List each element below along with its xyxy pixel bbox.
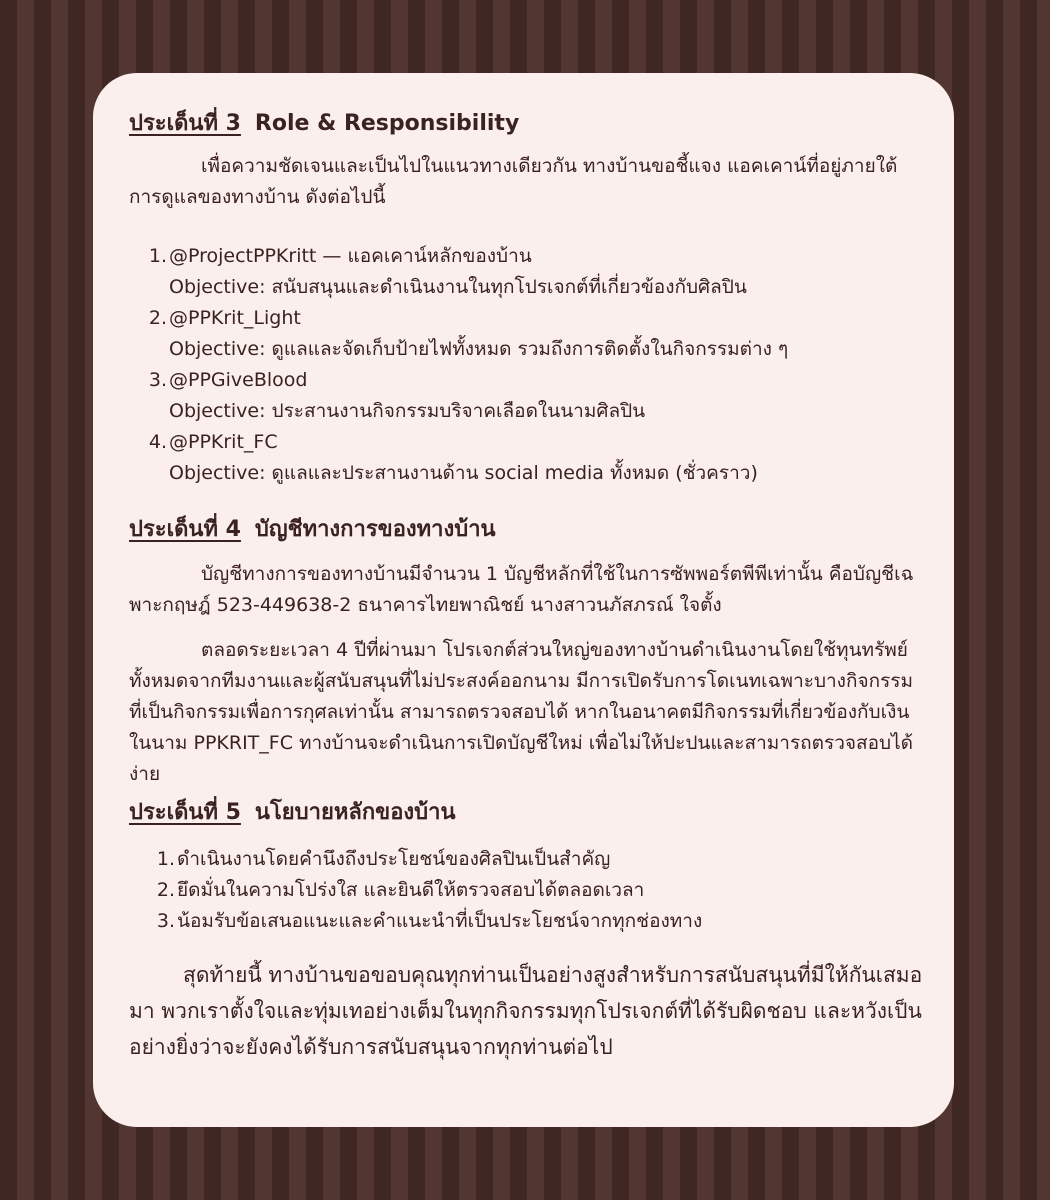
- section-4-paragraph-1: บัญชีทางการของทางบ้านมีจำนวน 1 บัญชีหลักที่ใช้ในการซัพพอร์ตพีพีเท่านั้น คือบัญชีเฉพาะกฤษฎ์ 523-449638-2 ธนาคารไทยพาณิชย์ นางสาวนภัสภรณ์ ใจตั้ง: [129, 563, 914, 616]
- account-item: [129, 365, 924, 396]
- account-objective: Objective: ดูแลและประสานงานด้าน social media ทั้งหมด (ชั่วคราว): [169, 462, 758, 484]
- account-item: [129, 303, 924, 334]
- account-number: 2.: [148, 307, 167, 329]
- closing-paragraph: สุดท้ายนี้ ทางบ้านขอขอบคุณทุกท่านเป็นอย่างสูงสำหรับการสนับสนุนที่มีให้กันเสมอมา พวกเราตั้งใจและทุ่มเทอย่างเต็มในทุกกิจกรรมทุกโปรเจกต์ที่ได้รับผิดชอบ และหวังเป็นอย่างยิ่งว่าจะยังคงได้รับการสนับสนุนจากทุกท่านต่อไป: [129, 963, 923, 1059]
- section-5-number: ประเด็นที่ 5: [129, 800, 241, 825]
- account-item: [129, 427, 924, 458]
- policy-text: ยึดมั่นในความโปร่งใส และยินดีให้ตรวจสอบได้ตลอดเวลา: [177, 879, 645, 901]
- section-5-title: นโยบายหลักของบ้าน: [254, 800, 456, 825]
- account-objective: Objective: ดูแลและจัดเก็บป้ายไฟทั้งหมด รวมถึงการติดตั้งในกิจกรรมต่าง ๆ: [169, 338, 789, 360]
- policy-text: น้อมรับข้อเสนอแนะและคำแนะนำที่เป็นประโยชน์จากทุกช่องทาง: [177, 910, 703, 932]
- policy-list: [129, 844, 924, 937]
- section-4-paragraph-2: ตลอดระยะเวลา 4 ปีที่ผ่านมา โปรเจกต์ส่วนใหญ่ของทางบ้านดำเนินงานโดยใช้ทุนทรัพย์ทั้งหมดจากทีมงานและผู้สนับสนุนที่ไม่ประสงค์ออกนาม มีการเปิดรับการโดเนทเฉพาะบางกิจกรรมที่เป็นกิจกรรมเพื่อการกุศลเท่านั้น สามารถตรวจสอบได้ หากในอนาคตมีกิจกรรมที่เกี่ยวข้องกับเงินในนาม PPKRIT_FC ทางบ้านจะดำเนินการเปิดบัญชีใหม่ เพื่อไม่ให้ปะปนและสามารถตรวจสอบได้ง่าย: [129, 639, 914, 785]
- section-4-title: บัญชีทางการของทางบ้าน: [254, 517, 496, 542]
- policy-number: 2.: [156, 879, 175, 901]
- announcement-card: [93, 73, 954, 1127]
- section-4-heading: [129, 515, 924, 545]
- policy-item: [129, 906, 924, 937]
- section-5-heading: [129, 798, 924, 828]
- account-name: @ProjectPPKritt — แอคเคาน์หลักของบ้าน: [169, 245, 532, 267]
- section-3-intro: เพื่อความชัดเจนและเป็นไปในแนวทางเดียวกัน ทางบ้านขอชี้แจง แอคเคาน์ที่อยู่ภายใต้การดูแลของทางบ้าน ดังต่อไปนี้: [129, 155, 898, 208]
- section-3-heading: [129, 109, 924, 139]
- account-number: 1.: [148, 245, 167, 267]
- policy-item: [129, 844, 924, 875]
- section-4-number: ประเด็นที่ 4: [129, 517, 241, 542]
- policy-item: [129, 875, 924, 906]
- account-objective: Objective: ประสานงานกิจกรรมบริจาคเลือดในนามศิลปิน: [169, 400, 646, 422]
- account-name: @PPKrit_FC: [169, 431, 278, 453]
- account-item: [129, 241, 924, 272]
- section-3-number: ประเด็นที่ 3: [129, 111, 241, 136]
- policy-number: 1.: [156, 848, 175, 870]
- policy-number: 3.: [156, 910, 175, 932]
- section-3-title: Role & Responsibility: [254, 111, 520, 136]
- account-name: @PPKrit_Light: [169, 307, 301, 329]
- account-number: 4.: [148, 431, 167, 453]
- policy-text: ดำเนินงานโดยคำนึงถึงประโยชน์ของศิลปินเป็นสำคัญ: [177, 848, 611, 870]
- account-number: 3.: [148, 369, 167, 391]
- account-objective: Objective: สนับสนุนและดำเนินงานในทุกโปรเจกต์ที่เกี่ยวข้องกับศิลปิน: [169, 276, 747, 298]
- account-name: @PPGiveBlood: [169, 369, 308, 391]
- account-list: [129, 241, 924, 489]
